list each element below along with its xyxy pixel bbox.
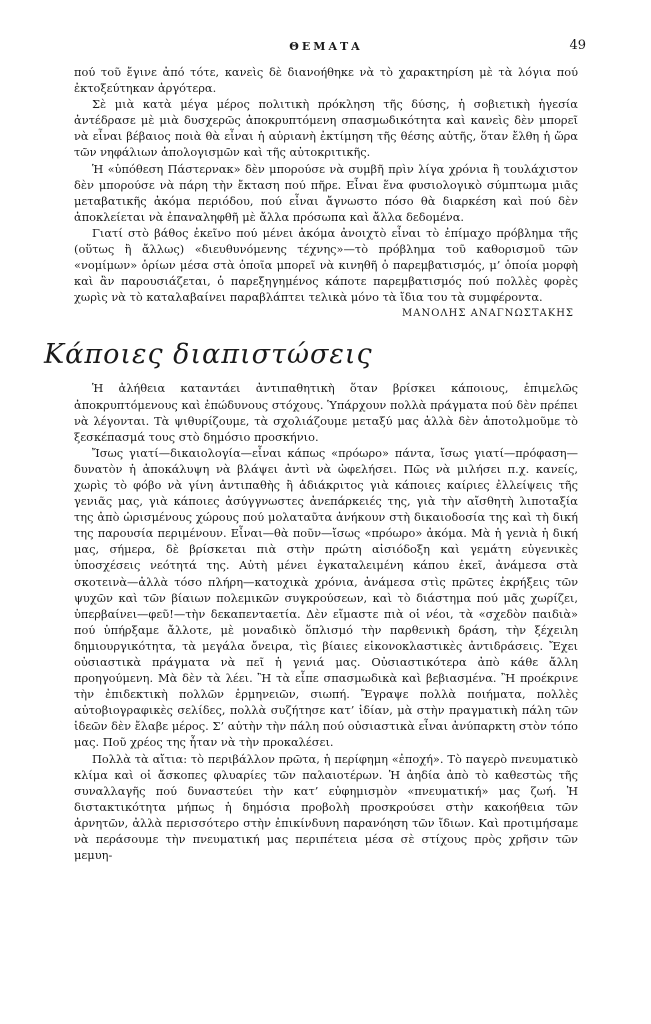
- article-two-paragraph: Ἡ ἀλήθεια καταντάει ἀντιπαθητικὴ ὅταν βρίσκει κάποιους, ἐπιμελῶς ἀποκρυπτόμενους καὶ ἐπώδυνους στόχους. Ὑπάρχουν πολλὰ πράγματα πού δὲν πρέπει νὰ λέγονται. Τὰ ψιθυρίζουμε, τὰ σχολιάζουμε μεταξύ μας ἀλλὰ δὲν ἀποτολμοῦμε τὸ ξεσκέπασμά τους στὸ δημόσιο προσκήνιο.: [74, 381, 578, 444]
- page-number: 49: [569, 38, 586, 53]
- article-one-paragraph: Ἡ «ὑπόθεση Πάστερνακ» δὲν μπορούσε νὰ συμβῆ πρὶν λίγα χρόνια ἢ τουλάχιστον δὲν μπορούσε νὰ πάρη τὴν ἔκταση πού πῆρε. Εἶναι ἕνα φυσιολογικὸ σύμπτωμα μιᾶς μεταβατικῆς ἀκόμα περιόδου, πού εἶναι ἄγνωστο πόσο θὰ διαρκέση καὶ πού δὲν ἀποκλείεται νὰ ἐπαναληφθῆ μὲ ἄλλα πρόσωπα καὶ ἄλλα δεδομένα.: [74, 161, 578, 224]
- running-head: [74, 38, 586, 64]
- article-two-paragraph: Ἴσως γιατί—δικαιολογία—εἶναι κάπως «πρόωρο» πάντα, ἴσως γιατί—πρόφαση—δυνατὸν ἡ ἀποκάλυψη νὰ βλάψει ἀντὶ νὰ ὠφελήσει. Πῶς νὰ μιλήσει π.χ. κανείς, χωρὶς τὸ φόβο νὰ γίνη ἀντιπαθὴς ἢ ἀδιάκριτος γιὰ κάποιες καίριες ἐλλείψεις τῆς γενιᾶς μας, γιὰ κάποιες ἀσύγγνωστες ἀνεπάρκειές της, γιὰ τὴν αἴσθητὴ λιποταξία της ἀπὸ ὡρισμένους χώρους πού μολαταῦτα ἀνήκουν στὴ δικαιοδοσία της καὶ τὴ δική της παρουσία περιμένουν. Εἶναι—θὰ ποῦν—ἴσως «πρόωρο» ἀκόμα. Μὰ ἡ γενιὰ ἡ δική μας, σήμερα, δὲ βρίσκεται πιὰ στὴν πρώτη αἰσιόδοξη καὶ γεμάτη εὐγενικὲς ὑποσχέσεις νεότητά της. Αὐτὴ μένει ἐγκαταλειμένη κάπου ἐκεῖ, ἀνάμεσα στὰ σκοτεινὰ—ἀλλὰ τόσο πλήρη—κατοχικὰ χρόνια, ἀνάμεσα στὶς πρῶτες ἐκρήξεις τῶν ψυχῶν καὶ τῶν βίαιων πολεμικῶν συγκρούσεων, καὶ τὸ διάστημα πού μᾶς χωρίζει, ὑπερβαίνει—φεῦ!—τὴν δεκαπενταετία. Δὲν εἴμαστε πιὰ οἱ νέοι, τὰ «σχεδὸν παιδιὰ» πού ὑπήρξαμε ἄλλοτε, μὲ μοναδικὸ ὅπλισμό τὴν παρθενικὴ δράση, τὴν ξέχειλη δημιουργικότητα, τὰ μεγάλα ὄνειρα, τὶς βίαιες εἰκονοκλαστικὲς ἀντιδράσεις. Ἔχει οὐσιαστικὰ πράγματα νὰ πεῖ ἡ γενιά μας. Οὐσιαστικότερα ἀπὸ κάθε ἄλλη προηγούμενη. Μὰ δὲν τὰ λέει. Ἢ τὰ εἶπε σπασμωδικὰ καὶ βεβιασμένα. Ἢ προέκρινε τὴν ἐπιδεκτικὴ πολλῶν ἑρμηνειῶν, σιωπή. Ἔγραψε πολλὰ ποιήματα, πολλὲς αὐτοβιογραφικὲς σελίδες, πολλὰ συζήτησε κατ’ ἰδίαν, μὰ στὴν πραγματικὴ πάλη τῶν ἰδεῶν δὲν ἔλαβε μέρος. Σ’ αὐτὴν τὴν πάλη πού οὐσιαστικὰ εἶναι ἀνύπαρκτη στὸν τόπο μας. Ποῦ χρέος της ἦταν νὰ τὴν προκαλέσει.: [74, 445, 578, 750]
- article-two-paragraph: Πολλὰ τὰ αἴτια: τὸ περιβάλλον πρῶτα, ἡ περίφημη «ἐποχή». Τὸ παγερὸ πνευματικὸ κλίμα καὶ οἱ ἄσκοπες φλυαρίες τῶν παλαιοτέρων. Ἡ ἀηδία ἀπὸ τὸ καθεστὼς τῆς συναλλαγῆς πού δυναστεύει τὴν κατ’ εὐφημισμὸν «πνευματική» μας ζωή. Ἡ διστακτικότητα μήπως ἡ δημόσια προβολὴ προσκρούσει στὴν κακοήθεια τῶν ἀρνητῶν, ἀλλὰ περισσότερο στὴν ἐπικίνδυνη παρανόηση τῶν ἴδιων. Καὶ προτιμήσαμε νὰ περάσουμε τὴν πνευματική μας περιπέτεια μέσα σὲ στίχους πρὸς χρῆσιν τῶν μεμυη-: [74, 751, 578, 863]
- article-one-paragraph: Γιατί στὸ βάθος ἐκεῖνο πού μένει ἀκόμα ἀνοιχτὸ εἶναι τὸ ἐπίμαχο πρόβλημα τῆς (οὕτως ἢ ἄλλως) «διευθυνόμενης τέχνης»—τὸ πρόβλημα τοῦ καθορισμοῦ τῶν «νομίμων» ὁρίων μέσα στὰ ὁποῖα μπορεῖ νὰ κινηθῆ ὁ παρεμβατισμός, μ’ ὁποία μορφὴ καὶ ἂν παρουσιάζεται, ὁ παρεξηγημένος κάποτε παρεμβατισμός πού πολλὲς φορὲς χωρὶς νὰ τὸ καταλαβαίνει παραβλάπτει τελικὰ μόνο τὰ ἴδια του τὰ συμφέροντα.: [74, 225, 578, 305]
- author-signature: ΜΑΝΟΛΗΣ ΑΝΑΓΝΩΣΤΑΚΗΣ: [402, 308, 574, 320]
- article-one-paragraph: πού τοῦ ἔγινε ἀπό τότε, κανεὶς δὲ διανοήθηκε νὰ τὸ χαρακτηρίση μὲ τὰ λόγια πού ἐκτοξεύτηκαν ἀργότερα.: [74, 65, 578, 96]
- running-title: ΘΕΜΑΤΑ: [289, 40, 363, 53]
- article-two: [74, 380, 578, 863]
- article-one: [74, 64, 578, 319]
- article-one-paragraph: Σὲ μιὰ κατὰ μέγα μέρος πολιτικὴ πρόκληση τῆς δύσης, ἡ σοβιετικὴ ἡγεσία ἀντέδρασε μὲ μιὰ δυσχερῶς ἀποκρυπτόμενη σπασμωδικότητα καὶ κανεὶς δὲν μπορεῖ νὰ εἶναι βέβαιος ποιὰ θὰ εἶναι ἡ αὐριανὴ ἐκτίμηση τῆς θέσης αὐτῆς, ὅταν ἔλθη ἡ ὥρα τῶν νηφάλιων ἀπολογισμῶν καὶ τῆς αὐτοκριτικῆς.: [74, 97, 578, 160]
- section-title: Κάποιες διαπιστώσεις: [44, 339, 373, 371]
- journal-page: [44, 38, 586, 863]
